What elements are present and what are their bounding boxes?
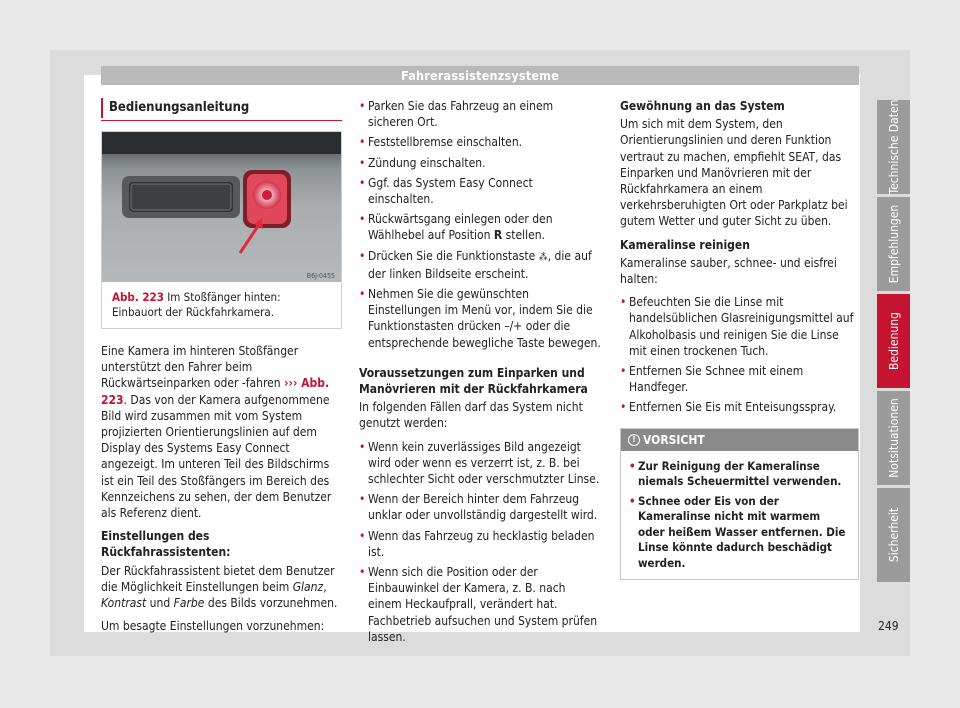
tab-label: Notsituationen xyxy=(886,398,901,478)
bullet-icon: • xyxy=(359,492,366,507)
caution-body xyxy=(621,451,858,580)
list-item xyxy=(359,286,601,351)
settings-instructions-intro: Um besagte Einstellungen vorzunehmen: xyxy=(101,619,325,634)
clean-heading: Kameralinse reinigen xyxy=(620,237,750,252)
comma: , xyxy=(323,579,327,594)
tab-label: Sicherheit xyxy=(886,507,901,563)
list-item xyxy=(359,155,601,171)
list-item-text: Wenn sich die Position oder der Einbauwinkel der Kamera, z. B. nach einem Heckaufprall, verändert hat. Fachbetrieb aufsuchen und System prüfen lassen. xyxy=(368,565,598,644)
list-item-text: Parken Sie das Fahrzeug an einem sicheren Ort. xyxy=(368,99,554,130)
list-item xyxy=(359,211,601,243)
tab-label: Bedienung xyxy=(886,312,901,370)
settings-function-icon: ⁂ xyxy=(538,251,548,263)
list-item-text: Nehmen Sie die gewünschten Einstellungen im Menü vor, indem Sie die Funktionstasten drücken –/+ oder die entsprechende bewegliche Taste bewegen. xyxy=(368,287,601,350)
list-item xyxy=(620,294,859,359)
bullet-icon: • xyxy=(359,135,366,150)
tab-bedienung[interactable] xyxy=(877,294,910,388)
column-right xyxy=(620,98,859,580)
caution-title: VORSICHT xyxy=(643,432,705,447)
and-text: und xyxy=(146,596,174,611)
intro-text: Eine Kamera im hinteren Stoßfänger unterstützt den Fahrer beim Rückwärtseinparken oder -fahren xyxy=(101,344,299,391)
tab-technische-daten[interactable] xyxy=(877,100,910,194)
bullet-icon: • xyxy=(359,99,366,113)
tab-notsituationen[interactable] xyxy=(877,391,910,485)
bullet-icon: • xyxy=(359,439,366,454)
section-rule xyxy=(101,120,342,121)
caution-header xyxy=(621,429,858,451)
bullet-icon: • xyxy=(359,287,366,302)
settings-text-end: des Bilds vorzunehmen. xyxy=(204,596,338,611)
list-item-text: stellen. xyxy=(502,228,546,243)
settings-text: Der Rückfahrassistent bietet dem Benutzer die Möglichkeit Einstellungen beim xyxy=(101,563,335,594)
caution-item-text: Zur Reinigung der Kameralinse niemals Scheuermittel verwenden. xyxy=(638,458,842,489)
bullet-icon: • xyxy=(629,493,636,508)
list-item xyxy=(359,98,601,130)
bullet-icon: • xyxy=(359,248,366,263)
caution-item-text: Schnee oder Eis von der Kameralinse nicht mit warmem oder heißem Wasser entfernen. Die Linse könnte dadurch beschädigt werden. xyxy=(638,493,846,570)
figure-caption xyxy=(102,282,341,328)
prerequisites-heading: Voraussetzungen zum Einparken und Manövrieren mit der Rückfahrkamera xyxy=(359,365,588,397)
page-number: 249 xyxy=(878,619,899,633)
list-item-text: Feststellbremse einschalten. xyxy=(368,135,523,150)
figure-code: B6J-0455 xyxy=(306,272,335,280)
tab-empfehlungen[interactable] xyxy=(877,197,910,291)
figure-caption-text: Im Stoßfänger hinten: Einbauort der Rückfahrkamera. xyxy=(112,290,281,319)
caution-item xyxy=(629,459,850,490)
prerequisites-intro: In folgenden Fällen darf das System nicht genutzt werden: xyxy=(359,400,583,431)
list-item-text: Rückwärtsgang einlegen oder den Wählhebel auf Position xyxy=(368,212,553,243)
figure-223 xyxy=(101,131,342,329)
gear-position-r: R xyxy=(493,228,503,243)
bullet-icon: • xyxy=(359,155,366,170)
settings-heading: Einstellungen des Rückfahrassistenten: xyxy=(101,529,231,560)
list-item xyxy=(359,134,601,150)
bullet-icon: • xyxy=(359,212,366,227)
chapter-header: Fahrerassistenzsysteme xyxy=(101,66,859,85)
list-item xyxy=(359,175,601,207)
rear-camera-photo xyxy=(102,132,341,282)
section-title: Bedienungsanleitung xyxy=(101,98,342,118)
tab-label: Technische Daten xyxy=(886,99,901,195)
list-item-text: , die auf der linken Bildseite erscheint. xyxy=(368,248,592,281)
term-glanz: Glanz xyxy=(292,579,324,594)
list-item xyxy=(359,439,601,488)
column-left xyxy=(101,98,342,641)
list-item xyxy=(359,248,601,282)
list-item-text: Wenn der Bereich hinter dem Fahrzeug unklar oder unvollständig dargestellt wird. xyxy=(368,492,598,523)
intro-text-cont: . Das von der Kamera aufgenommene Bild wird zusammen mit vom System projizierten Orientierungslinien auf dem Display des Systems Easy Connect angezeigt. Im unteren Teil des Bildschirms ist ein Teil des Stoßfängers im Bereich des Kennzeichens zu sehen, der dem Benutzer als Referenz dient. xyxy=(101,392,332,521)
bullet-icon: • xyxy=(359,175,366,190)
list-item-text: Entfernen Sie Eis mit Enteisungsspray. xyxy=(629,400,837,415)
bullet-icon: • xyxy=(620,400,627,415)
list-item-text: Befeuchten Sie die Linse mit handelsüblichen Glasreinigungsmittel auf Alkoholbasis und reinigen Sie die Linse mit einen trockenen Tuch. xyxy=(629,295,854,358)
caution-item xyxy=(629,494,850,572)
bullet-icon: • xyxy=(620,295,627,310)
settings-paragraph xyxy=(101,563,342,612)
list-item-text: Entfernen Sie Schnee mit einem Handfeger. xyxy=(629,364,804,395)
bullet-icon: • xyxy=(359,565,366,580)
clean-paragraph: Kameralinse sauber, schnee- und eisfrei halten: xyxy=(620,255,837,287)
warning-icon: ! xyxy=(628,434,640,446)
term-kontrast: Kontrast xyxy=(101,596,147,611)
habit-paragraph: Um sich mit dem System, den Orientierungslinien und deren Funktion vertraut zu machen, empfiehlt SEAT, das Einparken und Manövrieren mit der Rückfahrkamera an einem verkehrsberuhigten Ort oder Parkplatz bei gutem Wetter und guter Sicht zu üben. xyxy=(620,117,848,229)
tab-sicherheit[interactable] xyxy=(877,488,910,582)
list-item xyxy=(359,528,601,560)
figure-label: Abb. 223 xyxy=(112,290,164,304)
list-item-text: Drücken Sie die Funktionstaste xyxy=(368,248,539,263)
habit-heading: Gewöhnung an das System xyxy=(620,99,785,113)
list-item-text: Wenn das Fahrzeug zu hecklastig beladen ist. xyxy=(368,528,595,559)
list-item-text: Wenn kein zuverlässiges Bild angezeigt wird oder wenn es verzerrt ist, z. B. bei schlechter Sicht oder verschmutzter Linse. xyxy=(368,439,600,487)
column-middle xyxy=(359,98,601,649)
figure-reference-link[interactable]: ››› Abb. 223 xyxy=(101,376,330,407)
bullet-icon: • xyxy=(620,364,627,379)
bullet-icon: • xyxy=(629,458,636,473)
caution-box xyxy=(620,428,859,581)
term-farbe: Farbe xyxy=(173,596,205,611)
list-item xyxy=(620,399,859,415)
list-item-text: Zündung einschalten. xyxy=(368,155,486,170)
tab-label: Empfehlungen xyxy=(886,204,901,284)
list-item-text: Ggf. das System Easy Connect einschalten. xyxy=(368,175,533,207)
list-item xyxy=(359,491,601,523)
list-item xyxy=(620,363,859,395)
intro-paragraph xyxy=(101,343,342,521)
list-item xyxy=(359,564,601,645)
bullet-icon: • xyxy=(359,528,366,543)
